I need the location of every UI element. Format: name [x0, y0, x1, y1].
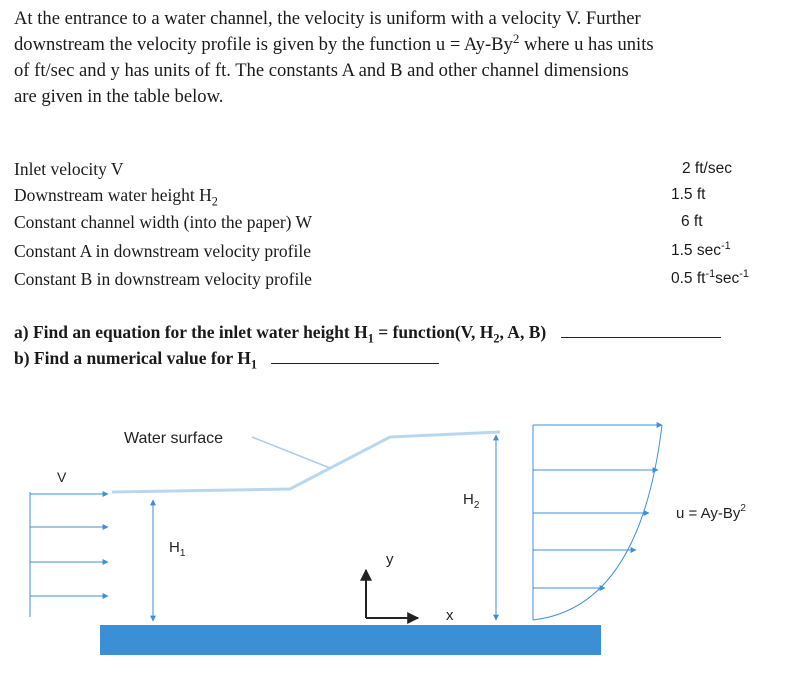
table-value-h2: 1.5 ft: [671, 186, 706, 203]
table-value-constant-a: 1.5 $\sec^{-1}$: [671, 239, 731, 259]
velocity-profile-equation: $u = Ay-By^2$: [676, 503, 746, 522]
table-value-width: 6 ft: [681, 213, 703, 230]
x-axis-label: x: [446, 607, 454, 624]
table-label-h2: Downstream water height $H_2$: [14, 185, 218, 209]
table-value-inlet-velocity: 2 ft/sec: [682, 160, 732, 177]
v-label: V: [57, 469, 67, 485]
h1-label: $H_1$: [169, 539, 186, 559]
h2-label: $H_2$: [463, 491, 480, 511]
table-label-width: Constant channel width (into the paper) W: [14, 212, 313, 232]
question-a: a) Find an equation for the inlet water height $H_1$ = function(V, $H_2$, A, B): [14, 322, 721, 343]
question-b: b) Find a numerical value for $H_1$: [14, 348, 439, 369]
table-label-constant-b: Constant B in downstream velocity profile: [14, 269, 312, 289]
table-label-inlet-velocity: Inlet velocity V: [14, 159, 124, 179]
water-surface-leader: [252, 437, 330, 468]
channel-floor: [100, 625, 601, 655]
water-surface-label: Water surface: [124, 430, 223, 447]
y-axis-label: y: [386, 551, 394, 568]
inlet-velocity-arrows: [30, 492, 108, 617]
outlet-velocity-arrows: [533, 425, 662, 620]
problem-statement: At the entrance to a water channel, the velocity is uniform with a velocity V. Further downstream the velocity profile is given by the function $u = Ay-By^2$ where u has units of ft/sec and y has units of ft. The constants A and B and other channel dimensions are given in the table below.: [14, 8, 654, 107]
table-value-constant-b: 0.5 $ft^{-1}\sec^{-1}$: [671, 267, 749, 287]
table-label-constant-a: Constant A in downstream velocity profile: [14, 241, 311, 261]
